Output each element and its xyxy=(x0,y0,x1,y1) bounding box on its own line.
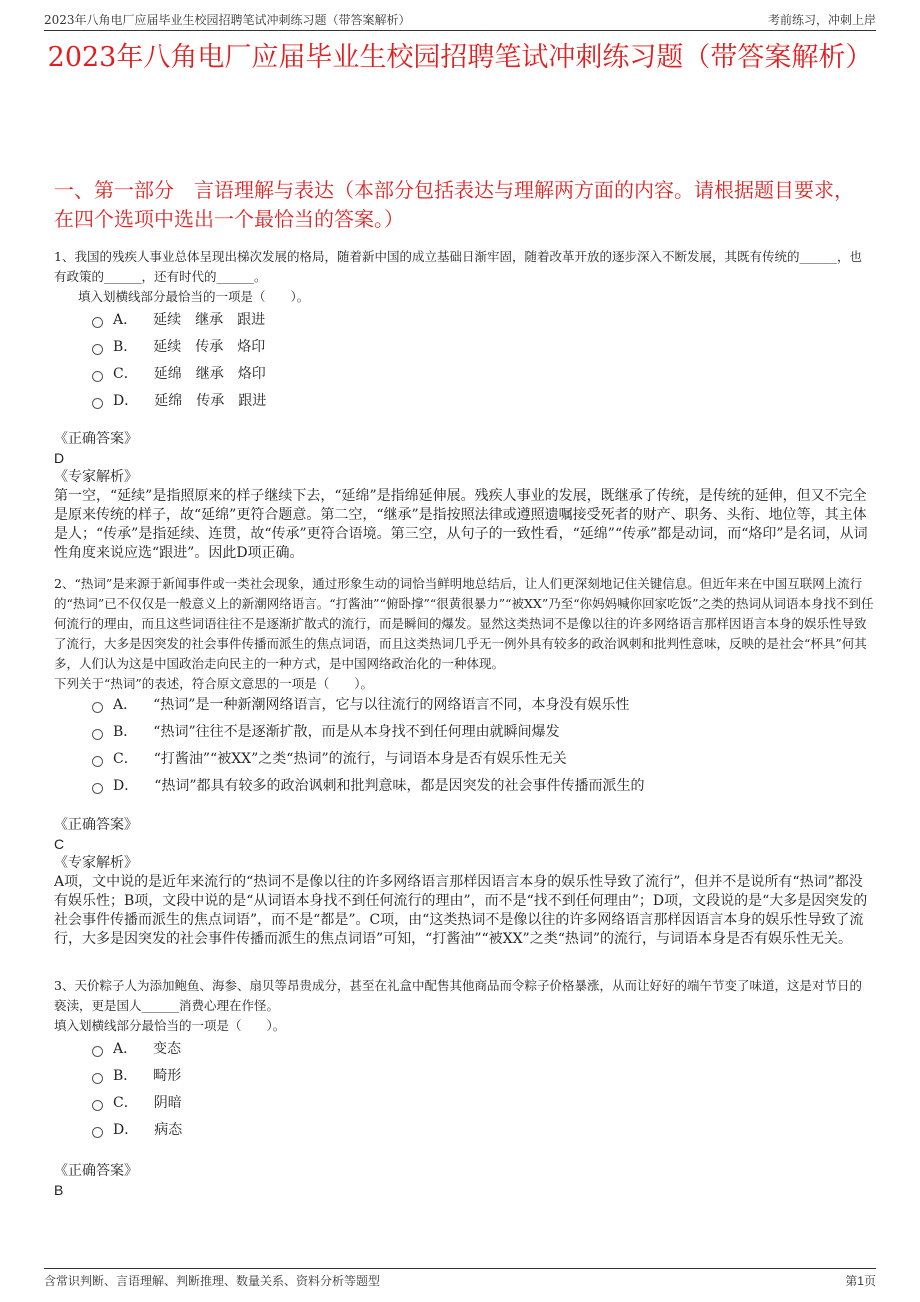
question-3-option-d[interactable]: D． 病态 xyxy=(92,1119,182,1139)
question-3 xyxy=(54,976,874,1036)
radio-icon[interactable] xyxy=(92,317,103,328)
radio-icon[interactable] xyxy=(92,1100,103,1111)
radio-icon[interactable] xyxy=(92,756,103,767)
answer-label: 《正确答案》 xyxy=(54,431,138,447)
question-1-option-a[interactable]: A． 延续 继承 跟进 xyxy=(92,309,265,329)
question-2-option-b[interactable]: B． “热词”往往不是逐渐扩散，而是从本身找不到任何理由就瞬间爆发 xyxy=(92,721,560,741)
question-1-prompt: 填入划横线部分最恰当的一项是（ ）。 xyxy=(78,289,310,304)
option-text: 延绵 传承 跟进 xyxy=(154,393,267,409)
header-slogan: 考前练习，冲刺上岸 xyxy=(767,12,876,27)
question-1-option-d[interactable]: D． 延绵 传承 跟进 xyxy=(92,390,266,410)
document-title: 2023年八角电厂应届毕业生校园招聘笔试冲刺练习题（带答案解析） xyxy=(47,42,873,73)
question-1-option-c[interactable]: C． 延绵 继承 烙印 xyxy=(92,363,266,383)
answer-label: 《正确答案》 xyxy=(54,817,138,833)
question-1-analysis: 第一空，“延续”是指照原来的样子继续下去，“延绵”是指绵延伸展。残疾人事业的发展，既继承了传统，是传统的延伸，但又不完全是原来传统的样子，故“延绵”更符合题意。第二空，“继承”是指按照法律或遵照遗嘱接受死者的财产、职务、头衔、地位等，其主体是人；“传承”是指延续、连贯，故“传承”更符合语境。第三空，从句子的一致性看，“延绵”“传承”都是动词，而“烙印”是名词，从词性角度来说应选“跟进”。因此D项正确。 xyxy=(54,488,868,561)
radio-icon[interactable] xyxy=(92,344,103,355)
question-1-answer-block xyxy=(54,430,874,563)
question-2-answer-block xyxy=(54,816,874,949)
section-heading: 一、第一部分 言语理解与表达（本部分包括表达与理解两方面的内容。请根据题目要求，在四个选项中选出一个最恰当的答案。） xyxy=(54,178,854,231)
question-1-answer: D xyxy=(54,450,65,466)
page-footer xyxy=(44,1268,876,1291)
page-number: 第1页 xyxy=(845,1273,876,1288)
radio-icon[interactable] xyxy=(92,1127,103,1138)
option-text: 延续 继承 跟进 xyxy=(153,312,266,328)
header-doc-title: 2023年八角电厂应届毕业生校园招聘笔试冲刺练习题（带答案解析） xyxy=(44,12,411,27)
question-3-stem: 3、天价粽子人为添加鲍鱼、海参、扇贝等昂贵成分，甚至在礼盒中配售其他商品而令粽子价格暴涨，从而让好好的端午节变了味道，这是对节日的亵渎，更是国人______消费心理在作怪。 xyxy=(54,978,862,1013)
question-2-answer: C xyxy=(54,836,65,852)
question-2-option-c[interactable]: C． “打酱油”“被XX”之类“热词”的流行，与词语本身是否有娱乐性无关 xyxy=(92,748,567,768)
radio-icon[interactable] xyxy=(92,1046,103,1057)
question-1-stem: 1、我国的残疾人事业总体呈现出梯次发展的格局，随着新中国的成立基础日渐牢固，随着改革开放的逐步深入不断发展，其既有传统的______，也有政策的______，还有时代的______。 xyxy=(54,249,862,284)
question-2-analysis: A项，文中说的是近年来流行的“热词不是像以往的许多网络语言那样因语言本身的娱乐性导致了流行”，但并不是说所有“热词”都没有娱乐性；B项，文段中说的是“从词语本身找不到任何流行的理由”，而不是“找不到任何理由”；D项，文段说的是“大多是因突发的社会事件传播而派生的焦点词语”，而不是“都是”。C项，由“这类热词不是像以往的许多网络语言那样因语言本身的娱乐性导致了流行，大多是因突发的社会事件传播而派生的焦点词语”可知，“打酱油”“被XX”之类“热词”的流行，与词语本身是否有娱乐性无关。 xyxy=(54,874,868,947)
page-header xyxy=(44,8,876,31)
option-text: 阴暗 xyxy=(153,1095,182,1111)
question-3-prompt: 填入划横线部分最恰当的一项是（ ）。 xyxy=(54,1018,286,1033)
option-text: 畸形 xyxy=(153,1068,182,1084)
option-text: 变态 xyxy=(153,1041,182,1057)
option-text: “热词”是一种新潮网络语言，它与以往流行的网络语言不同，本身没有娱乐性 xyxy=(153,697,630,713)
question-2-prompt: 下列关于“热词”的表述，符合原文意思的一项是（ ）。 xyxy=(54,676,374,691)
option-text: “热词”往往不是逐渐扩散，而是从本身找不到任何理由就瞬间爆发 xyxy=(153,724,560,740)
question-2-option-a[interactable]: A． “热词”是一种新潮网络语言，它与以往流行的网络语言不同，本身没有娱乐性 xyxy=(92,694,629,714)
radio-icon[interactable] xyxy=(92,371,103,382)
radio-icon[interactable] xyxy=(92,702,103,713)
option-text: “热词”都具有较多的政治讽刺和批判意味，都是因突发的社会事件传播而派生的 xyxy=(154,778,645,794)
radio-icon[interactable] xyxy=(92,783,103,794)
question-2-option-d[interactable]: D． “热词”都具有较多的政治讽刺和批判意味，都是因突发的社会事件传播而派生的 xyxy=(92,775,645,795)
question-3-option-b[interactable]: B． 畸形 xyxy=(92,1065,181,1085)
question-2 xyxy=(54,574,874,694)
analysis-label: 《专家解析》 xyxy=(54,855,138,871)
analysis-label: 《专家解析》 xyxy=(54,469,138,485)
option-text: 延续 传承 烙印 xyxy=(153,339,266,355)
option-text: 病态 xyxy=(154,1122,183,1138)
question-3-option-c[interactable]: C． 阴暗 xyxy=(92,1092,182,1112)
question-3-answer-block xyxy=(54,1162,874,1200)
option-text: 延绵 继承 烙印 xyxy=(153,366,266,382)
question-1-option-b[interactable]: B． 延续 传承 烙印 xyxy=(92,336,265,356)
radio-icon[interactable] xyxy=(92,1073,103,1084)
question-3-option-a[interactable]: A． 变态 xyxy=(92,1038,181,1058)
question-2-stem: 2、“热词”是来源于新闻事件或一类社会现象，通过形象生动的词恰当鲜明地总结后，让人们更深刻地记住关键信息。但近年来在中国互联网上流行的“热词”已不仅仅是一般意义上的新潮网络语言。“打酱油”“俯卧撑”“很黄很暴力”“被XX”乃至“你妈妈喊你回家吃饭”之类的热词从词语本身找不到任何流行的理由，而且这些词语往往不是逐渐扩散式的流行，而是瞬间的爆发。显然这类热词不是像以往的许多网络语言那样因语言本身的娱乐性导致了流行，大多是因突发的社会事件传播而派生的焦点词语，而且这类热词几乎无一例外具有较多的政治讽刺和批判性意味，反映的是社会“杯具”何其多，人们认为这是中国政治走向民主的一种方式，是中国网络政治化的一种体现。 xyxy=(54,576,874,671)
radio-icon[interactable] xyxy=(92,729,103,740)
question-3-answer: B xyxy=(54,1182,64,1198)
question-1 xyxy=(54,247,874,307)
option-text: “打酱油”“被XX”之类“热词”的流行，与词语本身是否有娱乐性无关 xyxy=(153,751,567,767)
radio-icon[interactable] xyxy=(92,398,103,409)
footer-note: 含常识判断、言语理解、判断推理、数量关系、资料分析等题型 xyxy=(44,1273,381,1288)
answer-label: 《正确答案》 xyxy=(54,1163,138,1179)
